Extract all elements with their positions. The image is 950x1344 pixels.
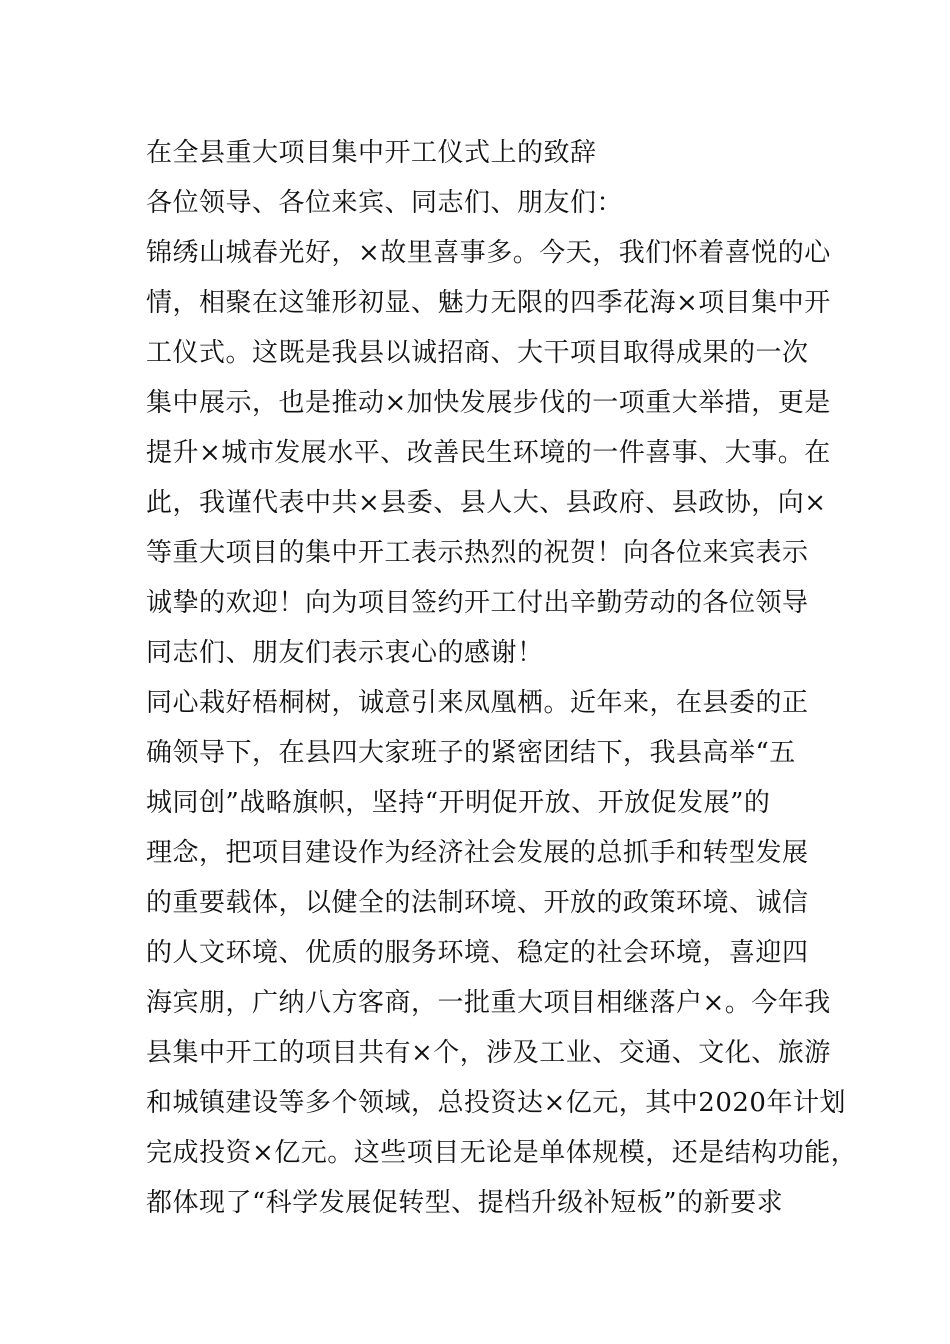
text-line: 县集中开工的项目共有×个，涉及工业、交通、文化、旅游 <box>146 1038 831 1068</box>
salutation: 各位领导、各位来宾、同志们、朋友们： <box>146 188 624 218</box>
text-line: 城同创”战略旗帜，坚持“开明促开放、开放促发展”的 <box>146 788 771 818</box>
text-line: 同心栽好梧桐树，诚意引来凤凰栖。近年来，在县委的正 <box>146 688 809 718</box>
text-line: 和城镇建设等多个领域，总投资达×亿元，其中2020年计划 <box>146 1088 846 1118</box>
text-line: 提升×城市发展水平、改善民生环境的一件喜事、大事。在 <box>146 438 831 468</box>
text-line: 海宾朋，广纳八方客商，一批重大项目相继落户×。今年我 <box>146 988 831 1018</box>
text-line: 完成投资×亿元。这些项目无论是单体规模，还是结构功能， <box>146 1138 858 1168</box>
text-line: 理念，把项目建设作为经济社会发展的总抓手和转型发展 <box>146 838 809 868</box>
document-title: 在全县重大项目集中开工仪式上的致辞 <box>146 138 597 168</box>
text-line: 情，相聚在这雏形初显、魅力无限的四季花海×项目集中开 <box>146 288 831 318</box>
document-body <box>146 128 858 1228</box>
text-line: 确领导下，在县四大家班子的紧密团结下，我县高举“五 <box>146 738 796 768</box>
text-line: 同志们、朋友们表示衷心的感谢！ <box>146 638 544 668</box>
text-line: 此，我谨代表中共×县委、县人大、县政府、县政协，向× <box>146 488 827 518</box>
text-line: 都体现了“科学发展促转型、提档升级补短板”的新要求 <box>146 1188 784 1218</box>
text-line: 的人文环境、优质的服务环境、稳定的社会环境，喜迎四 <box>146 938 809 968</box>
text-line: 锦绣山城春光好，×故里喜事多。今天，我们怀着喜悦的心 <box>146 238 831 268</box>
text-line: 等重大项目的集中开工表示热烈的祝贺！向各位来宾表示 <box>146 538 809 568</box>
text-line: 诚挚的欢迎！向为项目签约开工付出辛勤劳动的各位领导 <box>146 588 809 618</box>
text-line: 集中展示，也是推动×加快发展步伐的一项重大举措，更是 <box>146 388 831 418</box>
text-line: 工仪式。这既是我县以诚招商、大干项目取得成果的一次 <box>146 338 809 368</box>
text-line: 的重要载体，以健全的法制环境、开放的政策环境、诚信 <box>146 888 809 918</box>
